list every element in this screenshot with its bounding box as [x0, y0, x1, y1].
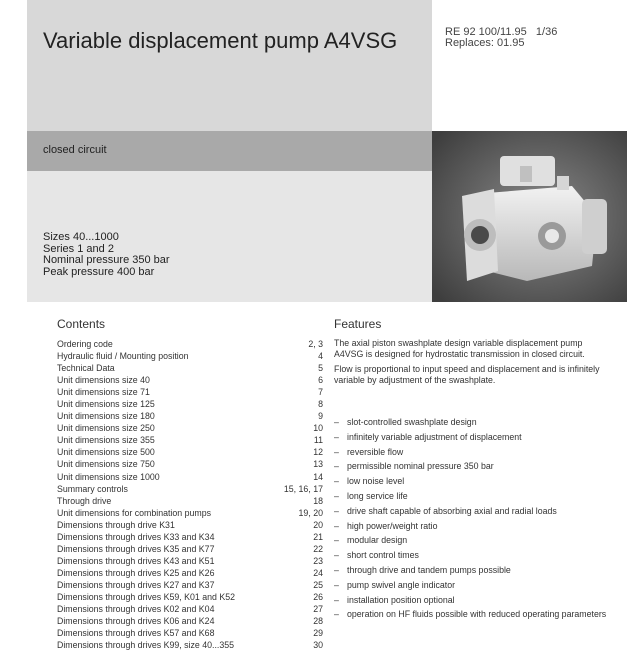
toc-entry-title: Unit dimensions size 750 — [57, 459, 155, 470]
toc-entry-title: Unit dimensions size 180 — [57, 411, 155, 422]
toc-entry — [57, 555, 323, 567]
bullet-dash-icon: – — [334, 446, 339, 457]
toc-entry-title: Dimensions through drives K57 and K68 — [57, 628, 215, 639]
feature-text: through drive and tandem pumps possible — [347, 564, 511, 575]
feature-item — [334, 476, 609, 491]
toc-entry — [57, 495, 323, 507]
toc-entry-title: Dimensions through drives K02 and K04 — [57, 604, 215, 615]
toc-entry-title: Ordering code — [57, 339, 113, 349]
feature-item — [334, 565, 609, 580]
feature-text: modular design — [347, 535, 408, 546]
feature-text: infinitely variable adjustment of displacement — [347, 431, 522, 442]
feature-text: drive shaft capable of absorbing axial and radial loads — [347, 505, 557, 516]
toc-entry-page: 9 — [318, 411, 323, 422]
header-panel — [27, 0, 432, 131]
bullet-dash-icon: – — [334, 609, 339, 620]
toc-entry — [57, 567, 323, 579]
document-reference — [445, 27, 557, 49]
toc-entry — [57, 350, 323, 362]
features-heading: Features — [334, 317, 382, 331]
toc-entry-title: Unit dimensions size 1000 — [57, 471, 160, 482]
feature-item — [334, 609, 609, 624]
toc-entry-title: Dimensions through drives K59, K01 and K52 — [57, 591, 235, 602]
toc-entry — [57, 603, 323, 615]
toc-entry-page: 8 — [318, 399, 323, 410]
toc-entry-page: 6 — [318, 375, 323, 386]
toc-entry — [57, 410, 323, 422]
toc-entry-title: Dimensions through drives K99, size 40...355 — [57, 640, 235, 651]
toc-entry-page: 4 — [318, 351, 323, 362]
spec-series: Series 1 and 2 — [43, 242, 114, 255]
toc-entry-title: Unit dimensions for combination pumps — [57, 507, 212, 518]
toc-entry-page: 14 — [313, 471, 323, 482]
toc-entry-page: 28 — [313, 616, 323, 627]
feature-item — [334, 447, 609, 462]
feature-text: reversible flow — [347, 446, 404, 457]
toc-entry — [57, 446, 323, 458]
features-paragraph: The axial piston swashplate design variable displacement pump A4VSG is designed for hydrostatic transmission in closed circuit. — [334, 338, 585, 359]
bullet-dash-icon: – — [334, 520, 339, 531]
features-intro — [334, 338, 602, 386]
toc-entry-title: Dimensions through drives K06 and K24 — [57, 616, 215, 627]
feature-item — [334, 580, 609, 595]
toc-entry — [57, 543, 323, 555]
toc-entry — [57, 386, 323, 398]
feature-text: low noise level — [347, 476, 405, 487]
bullet-dash-icon: – — [334, 490, 339, 501]
doc-ref-number: RE 92 100/11.95 1/36 — [445, 26, 558, 38]
feature-item — [334, 491, 609, 506]
feature-item — [334, 506, 609, 521]
toc-entry-title: Dimensions through drives K25 and K26 — [57, 567, 215, 578]
feature-text: long service life — [347, 490, 408, 501]
spec-nominal-pressure: Nominal pressure 350 bar — [43, 254, 170, 266]
toc-entry-page: 21 — [313, 531, 323, 542]
spec-list — [43, 232, 170, 278]
toc-entry-page: 25 — [313, 579, 323, 590]
toc-entry-page: 13 — [313, 459, 323, 470]
feature-item — [334, 535, 609, 550]
bullet-dash-icon: – — [334, 417, 339, 427]
bullet-dash-icon: – — [334, 461, 339, 472]
toc-entry-title: Unit dimensions size 500 — [57, 447, 155, 458]
toc-entry — [57, 627, 323, 639]
header-ref-panel — [432, 0, 627, 131]
pump-image — [432, 131, 627, 302]
toc-entry — [57, 374, 323, 386]
toc-entry — [57, 579, 323, 591]
spec-sizes: Sizes 40...1000 — [43, 231, 119, 243]
toc-entry — [57, 471, 323, 483]
toc-entry — [57, 615, 323, 627]
features-paragraph: Flow is proportional to input speed and displacement and is infinitely variable by adjustment of the swashplate. — [334, 364, 600, 385]
bullet-dash-icon: – — [334, 535, 339, 546]
feature-item — [334, 461, 609, 476]
bullet-dash-icon: – — [334, 579, 339, 590]
toc-entry-page: 20 — [313, 519, 323, 530]
toc-entry — [57, 507, 323, 519]
table-of-contents — [57, 338, 323, 651]
bullet-dash-icon: – — [334, 594, 339, 605]
toc-entry-page: 29 — [313, 628, 323, 639]
bullet-dash-icon: – — [334, 564, 339, 575]
toc-entry-title: Unit dimensions size 40 — [57, 375, 150, 386]
toc-entry-title: Dimensions through drives K27 and K37 — [57, 579, 215, 590]
bullet-dash-icon: – — [334, 550, 339, 561]
toc-entry-title: Unit dimensions size 355 — [57, 435, 155, 446]
toc-entry — [57, 422, 323, 434]
toc-entry — [57, 519, 323, 531]
feature-text: slot-controlled swashplate design — [347, 417, 477, 427]
toc-entry-title: Hydraulic fluid / Mounting position — [57, 351, 189, 362]
toc-entry-page: 15, 16, 17 — [283, 483, 323, 494]
feature-text: high power/weight ratio — [347, 520, 438, 531]
feature-text: installation position optional — [347, 594, 455, 605]
feature-item — [334, 521, 609, 536]
toc-entry-page: 19, 20 — [298, 507, 323, 518]
toc-entry-page: 11 — [313, 435, 323, 446]
toc-entry-title: Unit dimensions size 125 — [57, 399, 155, 410]
features-list — [334, 417, 609, 624]
toc-entry-page: 27 — [313, 604, 323, 615]
toc-entry-title: Dimensions through drives K33 and K34 — [57, 531, 215, 542]
toc-entry-title: Unit dimensions size 250 — [57, 423, 155, 434]
spec-peak-pressure: Peak pressure 400 bar — [43, 265, 155, 278]
toc-entry-title: Dimensions through drive K31 — [57, 519, 175, 530]
page-title: Variable displacement pump A4VSG — [43, 28, 398, 53]
toc-entry-title: Unit dimensions size 71 — [57, 387, 150, 398]
feature-text: operation on HF fluids possible with reduced operating parameters — [347, 609, 607, 620]
replaces-note: Replaces: 01.95 — [445, 37, 525, 49]
bullet-dash-icon: – — [334, 431, 339, 442]
feature-item — [334, 417, 609, 432]
feature-item — [334, 432, 609, 447]
circuit-label: closed circuit — [43, 144, 107, 156]
pump-photo — [432, 131, 627, 302]
feature-text: short control times — [347, 550, 419, 561]
toc-entry-page: 30 — [313, 640, 323, 651]
feature-text: permissible nominal pressure 350 bar — [347, 461, 494, 472]
toc-entry — [57, 458, 323, 470]
feature-text: pump swivel angle indicator — [347, 579, 456, 590]
toc-entry-title: Dimensions through drives K35 and K77 — [57, 543, 215, 554]
toc-entry-page: 26 — [313, 591, 323, 602]
toc-entry — [57, 591, 323, 603]
bullet-dash-icon: – — [334, 505, 339, 516]
toc-entry — [57, 434, 323, 446]
toc-entry-title: Technical Data — [57, 363, 115, 374]
contents-heading: Contents — [57, 317, 106, 331]
toc-entry — [57, 531, 323, 543]
toc-entry-page: 23 — [313, 555, 323, 566]
toc-entry-page: 7 — [318, 387, 323, 398]
toc-entry-page: 12 — [313, 447, 323, 458]
toc-entry — [57, 639, 323, 651]
toc-entry — [57, 398, 323, 410]
toc-entry-title: Dimensions through drives K43 and K51 — [57, 555, 215, 566]
toc-entry — [57, 362, 323, 374]
toc-entry-page: 10 — [313, 423, 323, 434]
toc-entry-page: 22 — [313, 543, 323, 554]
feature-item — [334, 550, 609, 565]
toc-entry-title: Summary controls — [57, 483, 128, 494]
toc-entry — [57, 338, 323, 350]
toc-entry-page: 18 — [313, 495, 323, 506]
toc-entry-page: 2, 3 — [308, 339, 323, 349]
toc-entry-title: Through drive — [57, 495, 112, 506]
bullet-dash-icon: – — [334, 476, 339, 487]
toc-entry-page: 5 — [318, 363, 323, 374]
toc-entry — [57, 483, 323, 495]
feature-item — [334, 595, 609, 610]
toc-entry-page: 24 — [313, 567, 323, 578]
